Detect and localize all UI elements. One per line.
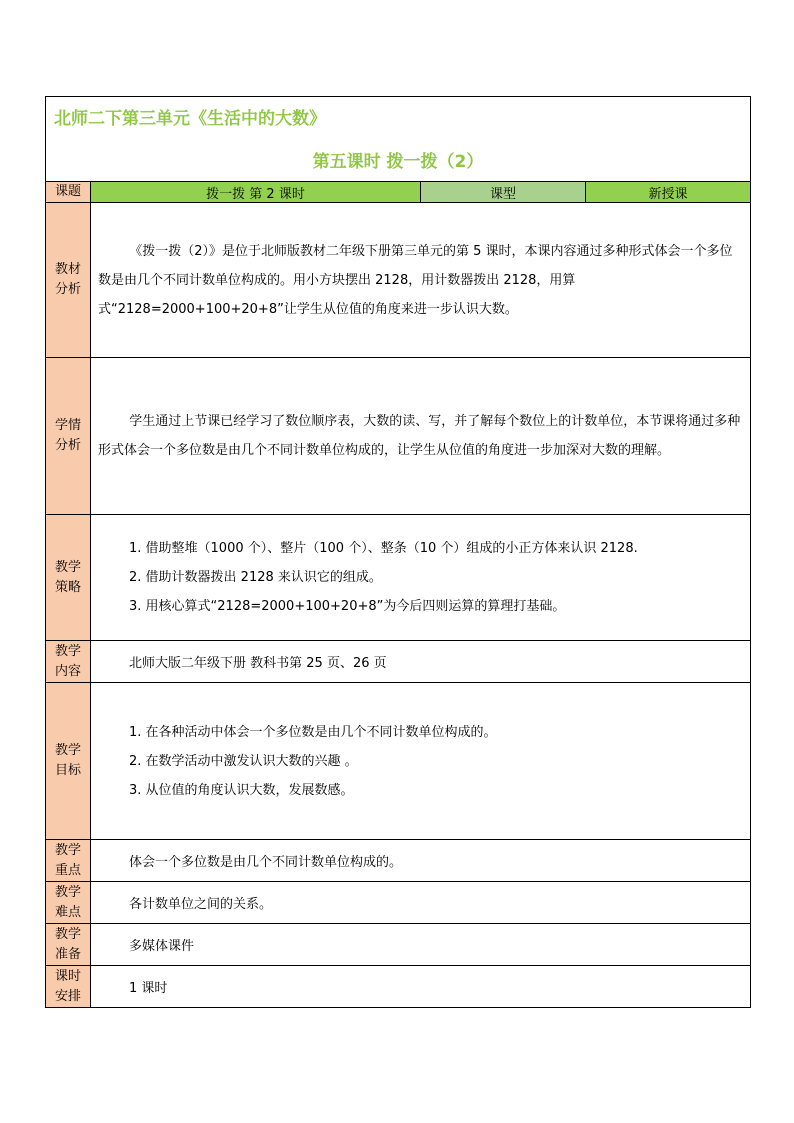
- title-row: [46, 97, 751, 182]
- content-label: 教学 内容: [46, 641, 91, 683]
- preparation-row: [46, 924, 751, 966]
- lesson-title: 第五课时 拨一拨（2）: [312, 152, 484, 172]
- info-row: [46, 182, 751, 203]
- list-item: 2. 在数学活动中激发认识大数的兴趣 。: [129, 753, 358, 769]
- list-item: 1. 借助整堆（1000 个）、整片（100 个）、整条（10 个）组成的小正方体来认识 2128.: [129, 541, 638, 556]
- difficulty-row: [46, 882, 751, 924]
- content-row: [46, 641, 751, 683]
- strategy-row: [46, 515, 751, 641]
- key-point-label: 教学 重点: [46, 840, 91, 882]
- schedule-row: [46, 966, 751, 1008]
- student-analysis-row: [46, 358, 751, 515]
- textbook-analysis-label: 教材 分析: [46, 203, 91, 358]
- textbook-analysis-row: [46, 203, 751, 358]
- key-point-text: 体会一个多位数是由几个不同计数单位构成的。: [91, 840, 751, 882]
- key-point-row: [46, 840, 751, 882]
- list-item: 1. 在各种活动中体会一个多位数是由几个不同计数单位构成的。: [129, 724, 497, 740]
- strategy-list: [129, 534, 743, 621]
- student-analysis-label: 学情 分析: [46, 358, 91, 515]
- goals-list: [129, 718, 743, 805]
- type-value: 新授课: [586, 182, 751, 203]
- schedule-text: 1 课时: [91, 966, 751, 1008]
- difficulty-text: 各计数单位之间的关系。: [91, 882, 751, 924]
- difficulty-label: 教学 难点: [46, 882, 91, 924]
- type-label: 课型: [421, 182, 586, 203]
- unit-title: 北师二下第三单元《生活中的大数》: [54, 109, 326, 129]
- schedule-label: 课时 安排: [46, 966, 91, 1008]
- topic-value: 拨一拨 第 2 课时: [91, 182, 421, 203]
- goals-label: 教学 目标: [46, 683, 91, 840]
- goals-row: [46, 683, 751, 840]
- strategy-label: 教学 策略: [46, 515, 91, 641]
- topic-label: 课题: [46, 182, 91, 203]
- lesson-plan-sheet: [45, 96, 750, 1008]
- textbook-analysis-text: 《拨一拨（2）》是位于北师版教材二年级下册第三单元的第 5 课时，本课内容通过多种形式体会一个多位数是由几个不同计数单位构成的。用小方块摆出 2128，用计数器拨出 2128，用算式“2128=2000+100+20+8”让学生从位值的角度来进一步认识大数。: [98, 243, 733, 317]
- preparation-label: 教学 准备: [46, 924, 91, 966]
- preparation-text: 多媒体课件: [91, 924, 751, 966]
- list-item: 3. 从位值的角度认识大数，发展数感。: [129, 782, 354, 798]
- student-analysis-text: 学生通过上节课已经学习了数位顺序表，大数的读、写，并了解每个数位上的计数单位，本节课将通过多种形式体会一个多位数是由几个不同计数单位构成的，让学生从位值的角度进一步加深对大数的理解。: [98, 414, 741, 458]
- content-text: 北师大版二年级下册 教科书第 25 页、26 页: [91, 641, 751, 683]
- lesson-plan-table: [45, 96, 751, 1008]
- list-item: 3. 用核心算式“2128=2000+100+20+8”为今后四则运算的算理打基础。: [129, 599, 566, 614]
- list-item: 2. 借助计数器拨出 2128 来认识它的组成。: [129, 570, 382, 585]
